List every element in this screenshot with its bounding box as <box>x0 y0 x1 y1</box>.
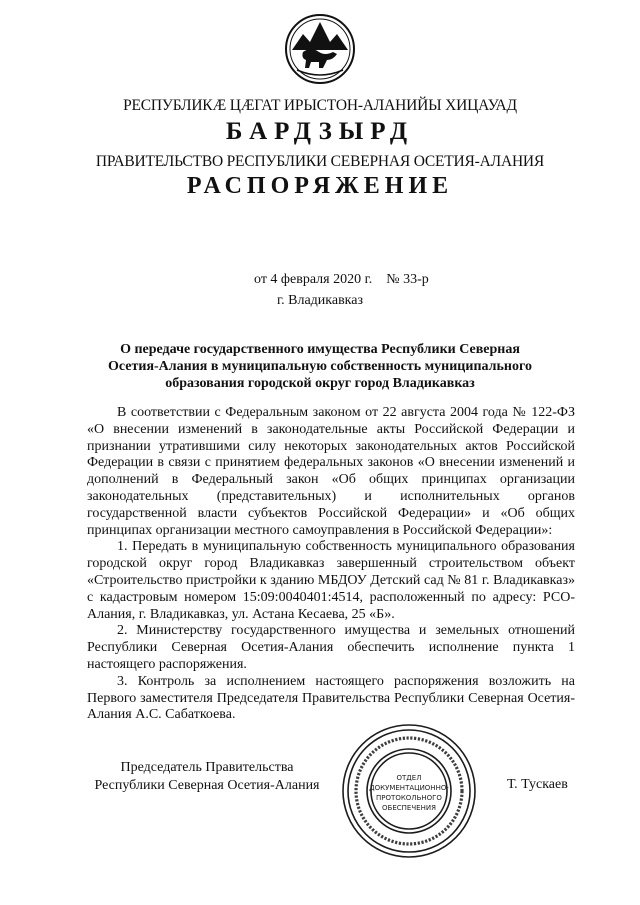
item-3-paragraph: 3. Контроль за исполнением настоящего распоряжения возложить на Первого заместителя Председателя Правительства Республики Северная Осетия-Алания А.С. Сабаткоева. <box>87 673 575 723</box>
signer-position-line2: Республики Северная Осетия-Алания <box>94 778 320 793</box>
stamp-line-2: ДОКУМЕНТАЦИОННО- <box>369 784 449 792</box>
header-ossetian-doc-type: БАРДЗЫРД <box>225 118 415 145</box>
document-title: О передаче государственного имущества Республики Северная Осетия-Алания в муниципальную собственность муниципального образования городской округ город Владикавказ <box>108 342 532 391</box>
stamp-line-1: ОТДЕЛ <box>396 774 422 782</box>
document-date: от 4 февраля 2020 г. <box>254 272 373 287</box>
coat-of-arms-emblem <box>283 12 357 86</box>
signer-position-line1: Председатель Правительства <box>120 760 294 775</box>
signer-name: Т. Тускаев <box>507 777 568 792</box>
stamp-line-3: ПРОТОКОЛЬНОГО <box>376 794 442 802</box>
document-date-number <box>254 272 443 288</box>
header-russian-doc-type: РАСПОРЯЖЕНИЕ <box>186 173 454 199</box>
official-seal-stamp <box>340 722 478 860</box>
document-body <box>87 405 575 724</box>
signer-position <box>92 759 322 795</box>
document-city: г. Владикавказ <box>276 293 364 308</box>
item-1-paragraph: 1. Передать в муниципальную собственность муниципального образования городской округ город Владикавказ завершенный строительством объект «Строительство пристройки к зданию МБДОУ Детский сад № 81 г. Владикавказ» с кадастровым номером 15:09:0040401:4514, расположенный по адресу: РСО-Алания, г. Владикавказ, ул. Астана Кесаева, 25 «Б». <box>87 539 575 622</box>
header-russian-government: ПРАВИТЕЛЬСТВО РЕСПУБЛИКИ СЕВЕРНАЯ ОСЕТИЯ-АЛАНИЯ <box>95 153 545 170</box>
stamp-center-text <box>369 774 449 812</box>
header-ossetian-government: РЕСПУБЛИКӔ ЦӔГАТ ИРЫСТОН-АЛАНИЙЫ ХИЦАУАД <box>123 97 517 114</box>
item-2-paragraph: 2. Министерству государственного имущества и земельных отношений Республики Северная Осетия-Алания обеспечить исполнение пункта 1 настоящего распоряжения. <box>87 623 575 672</box>
document-number: № 33-р <box>386 272 429 287</box>
preamble-paragraph: В соответствии с Федеральным законом от 22 августа 2004 года № 122-ФЗ «О внесении изменений в законодательные акты Российской Федерации и признании утратившими силу некоторых законодательных актов Российской Федерации в связи с принятием федеральных законов «О внесении изменений и дополнений в Федеральный закон «Об общих принципах организации законодательных (представительных) и исполнительных органов государственной власти субъектов Российской Федерации» и «Об общих принципах организации местного самоуправления в Российской Федерации»: <box>87 405 575 538</box>
stamp-line-4: ОБЕСПЕЧЕНИЯ <box>382 804 436 812</box>
